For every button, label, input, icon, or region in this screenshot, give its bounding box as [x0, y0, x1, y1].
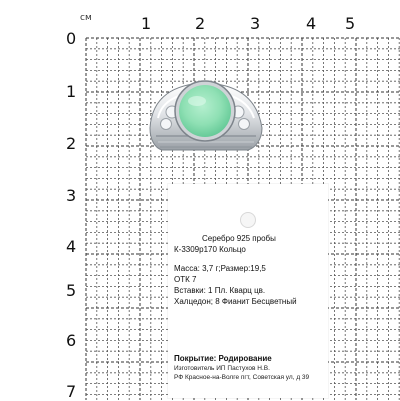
- tag-inserts-1: Вставки: 1 Пл. Кварц цв.: [174, 286, 266, 295]
- tag-material: Серебро 925 пробы: [202, 234, 276, 243]
- y-label-3: 3: [66, 186, 77, 205]
- x-label-5: 5: [345, 16, 355, 32]
- unit-label: см: [80, 13, 92, 23]
- x-label-3: 3: [250, 14, 261, 33]
- tag-hole: [240, 212, 256, 228]
- y-label-4: 4: [66, 237, 77, 256]
- y-label-0: 0: [66, 29, 77, 48]
- gemstone: [175, 81, 235, 141]
- tag-maker: Изготовитель ИП Пастухов Н.В.: [174, 365, 270, 372]
- y-label-6: 6: [66, 331, 77, 350]
- tag-coating: Покрытие: Родирование: [174, 354, 272, 363]
- y-label-5: 5: [66, 281, 77, 300]
- tag-address: РФ Красное-на-Волге пгт, Советская ул, д 39: [174, 374, 310, 381]
- x-label-1: 1: [141, 14, 152, 33]
- y-label-7: 7: [66, 382, 77, 401]
- tag-weight-size: Масса: 3,7 г;Размер:19,5: [174, 264, 266, 273]
- y-label-2: 2: [66, 134, 77, 153]
- x-label-2: 2: [195, 14, 206, 33]
- tag-article: К-3309р170 Кольцо: [174, 245, 246, 254]
- product-tag: [168, 184, 328, 398]
- x-label-4: 4: [306, 14, 317, 33]
- tag-inserts-2: Халцедон; 8 Фианит Бесцветный: [174, 297, 297, 306]
- tag-otk: ОТК 7: [174, 275, 197, 284]
- y-label-1: 1: [66, 82, 77, 101]
